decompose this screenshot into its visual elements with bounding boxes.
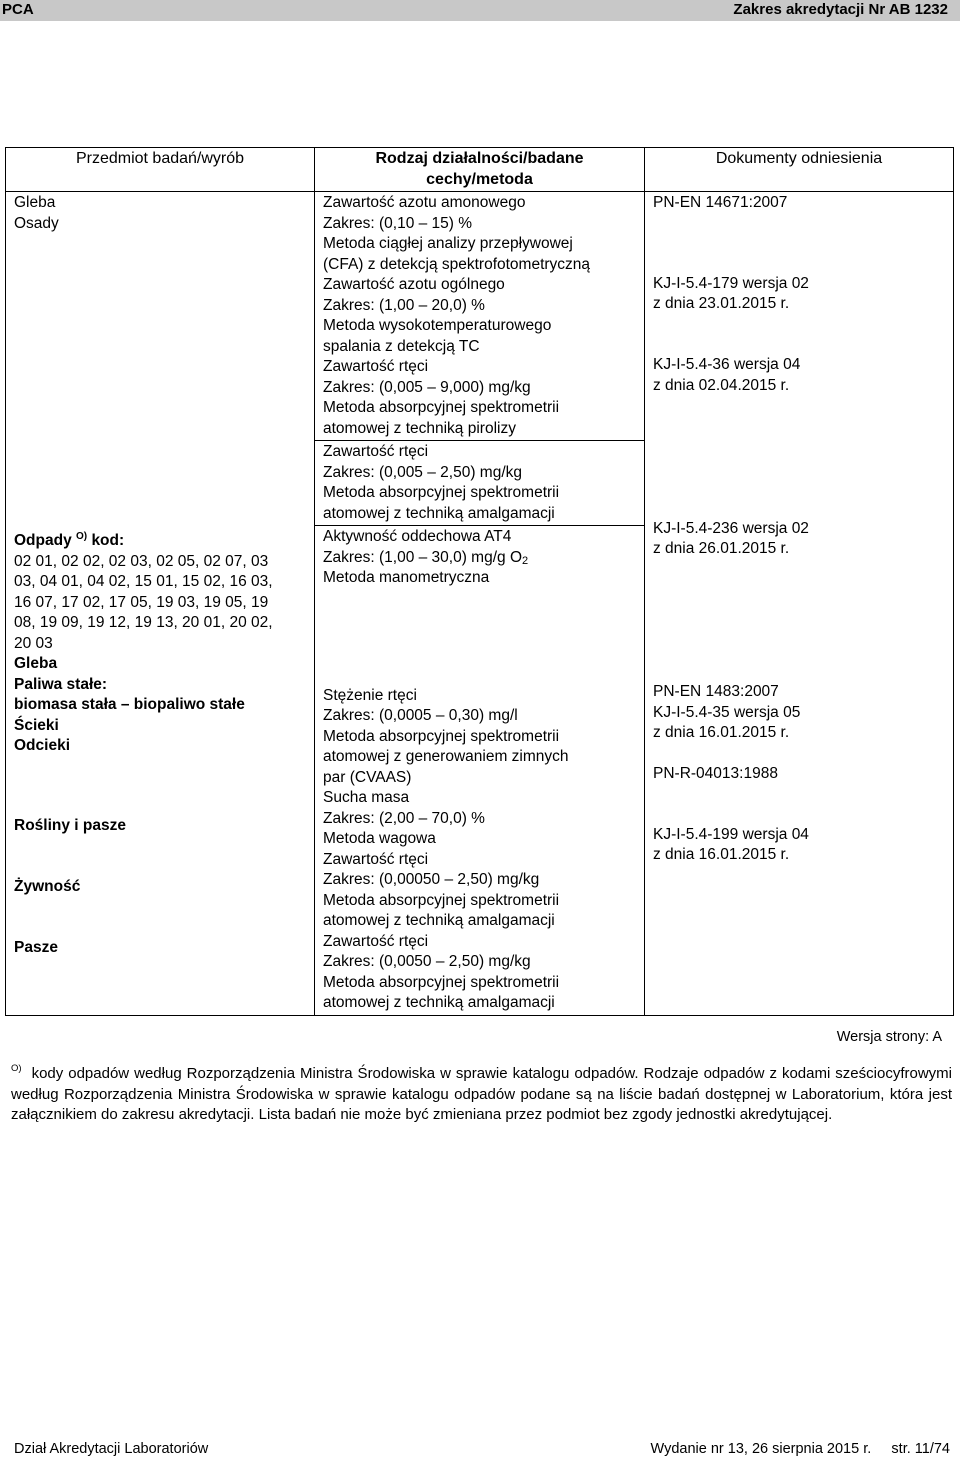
doc-ref-date: z dnia 23.01.2015 r. [653, 295, 790, 312]
subject-gleba: Gleba [14, 194, 56, 211]
subject-osady: Osady [14, 214, 59, 232]
doc-ref: KJ-I-5.4-35 wersja 05 [653, 703, 801, 721]
doc-ref-date: z dnia 26.01.2015 r. [653, 540, 790, 557]
footnote-text: kody odpadów według Rozporządzenia Ministra Środowiska w sprawie katalogu odpadów. Rodzaje odpadów z kodami sześciocyfrowymi według Rozporządzenia Ministra Środowiska w sprawie katalogu odpadów podane są na liście badań dostępnej w Laboratorium, która jest załącznikiem do zakresu akredytacji. Lista badań nie może być zmieniana przez podmiot bez zgody jednostki akredytującej. [11, 1065, 952, 1123]
footer-department: Dział Akredytacji Laboratoriów [14, 1441, 209, 1457]
method-block: Zawartość rtęci Zakres: (0,005 – 2,50) mg/kg Metoda absorpcyjnej spektrometrii atomowej z techniką amalgamacji [315, 440, 644, 526]
doc-ref: KJ-I-5.4-179 wersja 02 [653, 274, 809, 292]
waste-code-line: 02 01, 02 02, 02 03, 02 05, 02 07, 03 [14, 552, 269, 570]
footnote-marker: O) [11, 1063, 22, 1074]
table-header-row [6, 148, 954, 192]
waste-code-line: 20 03 [14, 634, 53, 652]
doc-ref: KJ-I-5.4-236 wersja 02 [653, 519, 809, 537]
footer-edition: Wydanie nr 13, 26 sierpnia 2015 r. str. 11/74 [650, 1441, 950, 1457]
subject-odpady: Odpady $^{O)}$ kod: [14, 531, 125, 549]
doc-ref: PN-EN 1483:2007 [653, 683, 779, 700]
subject-zywnosc: Żywność [14, 877, 81, 895]
waste-code-line: 03, 04 01, 04 02, 15 01, 15 02, 16 03, [14, 573, 273, 590]
subject-rosliny: Rośliny i pasze [14, 816, 126, 834]
accreditation-table [5, 147, 954, 1016]
subject-scieki: Ścieki [14, 716, 59, 734]
waste-code-line: 16 07, 17 02, 17 05, 19 03, 19 05, 19 [14, 593, 269, 611]
subject-odcieki: Odcieki [14, 737, 70, 754]
header-scope-title: Zakres akredytacji Nr AB 1232 [733, 1, 948, 18]
subject-biomasa: biomasa stała – biopaliwo stałe [14, 696, 245, 713]
methods-cell [315, 192, 645, 1016]
method-block: Aktywność oddechowa AT4 Zakres: (1,00 – 30,0) mg/g $O_2$ Metoda manometryczna Stężenie rtęci Zakres: (0,0005 – 0,30) mg/l Metoda absorpcyjnej spektrometrii atomowej z generowaniem zimnych par (CVAAS) Sucha masa Zakres: (2,00 – 70,0) % Metoda wagowa Zawartość rtęci Zakres: (0,00050 – 2,50) mg/kg Metoda absorpcyjnej spektrometrii atomowej z techniką amalgamacji Zawartość rtęci Zakres: (0,0050 – 2,50) mg/kg Metoda absorpcyjnej spektrometrii atomowej z techniką amalgamacji [323, 528, 569, 1011]
page-footer [14, 1441, 950, 1457]
doc-ref: PN-EN 14671:2007 [653, 194, 788, 211]
doc-ref-date: z dnia 02.04.2015 r. [653, 376, 790, 394]
header-org: PCA [2, 1, 34, 18]
subject-paliwa: Paliwa stałe: [14, 675, 108, 693]
doc-ref-date: z dnia 16.01.2015 r. [653, 724, 790, 741]
doc-ref: PN-R-04013:1988 [653, 764, 778, 782]
doc-ref: KJ-I-5.4-36 wersja 04 [653, 356, 801, 373]
subject-gleba-2: Gleba [14, 655, 58, 672]
col-header-documents: Dokumenty odniesienia [645, 148, 954, 192]
doc-ref: KJ-I-5.4-199 wersja 04 [653, 825, 809, 843]
doc-ref-date: z dnia 16.01.2015 r. [653, 846, 790, 863]
subject-pasze: Pasze [14, 938, 58, 956]
col-header-activity: Rodzaj działalności/badane cechy/metoda [315, 148, 645, 192]
page-header-bar [0, 0, 960, 21]
subject-cell [6, 192, 315, 1016]
documents-cell [645, 192, 954, 1016]
method-block: Zawartość azotu amonowego Zakres: (0,10 – 15) % Metoda ciągłej analizy przepływowej (CFA) z detekcją spektrofotometryczną Zawartość azotu ogólnego Zakres: (1,00 – 20,0) % Metoda wysokotemperaturowego spalania z detekcją TC Zawartość rtęci Zakres: (0,005 – 9,000) mg/kg Metoda absorpcyjnej spektrometrii atomowej z techniką pirolizy [323, 194, 591, 437]
waste-code-line: 08, 19 09, 19 12, 19 13, 20 01, 20 02, [14, 614, 273, 631]
page-version: Wersja strony: A [836, 1029, 942, 1045]
col-header-subject: Przedmiot badań/wyrób [6, 148, 315, 192]
footnote [11, 1064, 952, 1126]
